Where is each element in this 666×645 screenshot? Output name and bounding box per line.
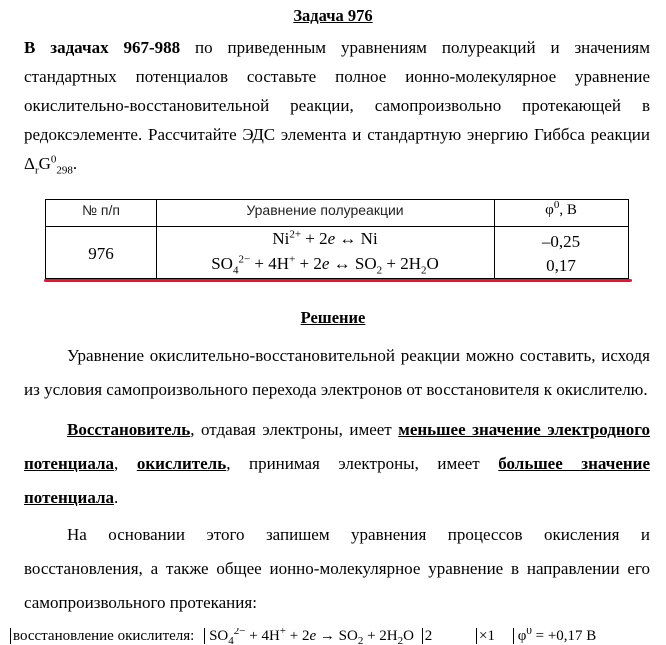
red-underline-highlight	[44, 279, 632, 282]
reduction-potential: $\varphi^0 = +0,17$ В	[513, 628, 597, 644]
problem-text: по приведенным уравнениям полуреакций и значениям стандартных потенциалов составьте полное ионно-молекулярное уравнение окислительно-восстановительной реакции, самопроизвольно протекающей в редоксэлементе. Рассчитайте ЭДС элемента и стандартную энергию Гиббса реакции	[24, 38, 650, 144]
solution-paragraph-2	[24, 413, 650, 515]
col-header-potential: $\varphi^0$, В	[545, 199, 577, 218]
col-header-equation: Уравнение полуреакции	[246, 202, 404, 218]
half-reaction-sulfate: $SO_4^{2-} + 4H^+ + 2e$ ↔ $SO_2 + 2H_2O$	[211, 253, 439, 277]
p2-text-4: .	[114, 488, 119, 507]
col-header-number: № п/п	[82, 202, 120, 218]
row-number: 976	[88, 244, 114, 263]
oxidizer-term: окислитель	[136, 454, 227, 473]
problem-statement	[24, 33, 650, 178]
half-reactions-table	[45, 199, 629, 279]
potential-nickel: –0,25	[541, 232, 581, 251]
reduction-label: восстановление окислителя:	[10, 628, 194, 644]
p2-text-1: , отдавая электроны, имеет	[190, 420, 399, 439]
gibbs-symbol: $\Delta_rG^0_{298}$.	[24, 153, 78, 177]
potential-sulfate: 0,17	[546, 256, 576, 275]
reduction-electrons: 2	[422, 628, 433, 644]
higher-potential-term: большее значение потенциала	[24, 454, 650, 507]
solution-heading: Решение	[300, 308, 366, 327]
half-reaction-nickel: $Ni^{2+} + 2e$ ↔ Ni	[272, 228, 378, 248]
problem-title: Задача 976	[293, 6, 373, 25]
p2-text-3: , принимая электроны, имеет	[226, 454, 499, 473]
problem-range: В задачах 967-988	[24, 38, 181, 57]
reduction-multiplier: ×1	[476, 628, 495, 644]
reduction-equation: $SO_4^{2-} + 4H^+ + 2e \to SO_2 + 2H_2O$	[204, 628, 414, 644]
reduction-equation-row	[10, 628, 666, 645]
p2-text-2: ,	[114, 454, 137, 473]
lower-potential-term: меньшее значение электродного потенциала	[24, 420, 650, 473]
reducer-term: Восстановитель	[67, 420, 191, 439]
solution-paragraph-1: Уравнение окислительно-восстановительной реакции можно составить, исходя из условия самопроизвольного перехода электронов от восстановителя к окислителю.	[24, 346, 650, 399]
solution-paragraph-3: На основании этого запишем уравнения процессов окисления и восстановления, а также общее ионно-молекулярное уравнение в направлении его самопроизвольного протекания:	[24, 525, 650, 612]
